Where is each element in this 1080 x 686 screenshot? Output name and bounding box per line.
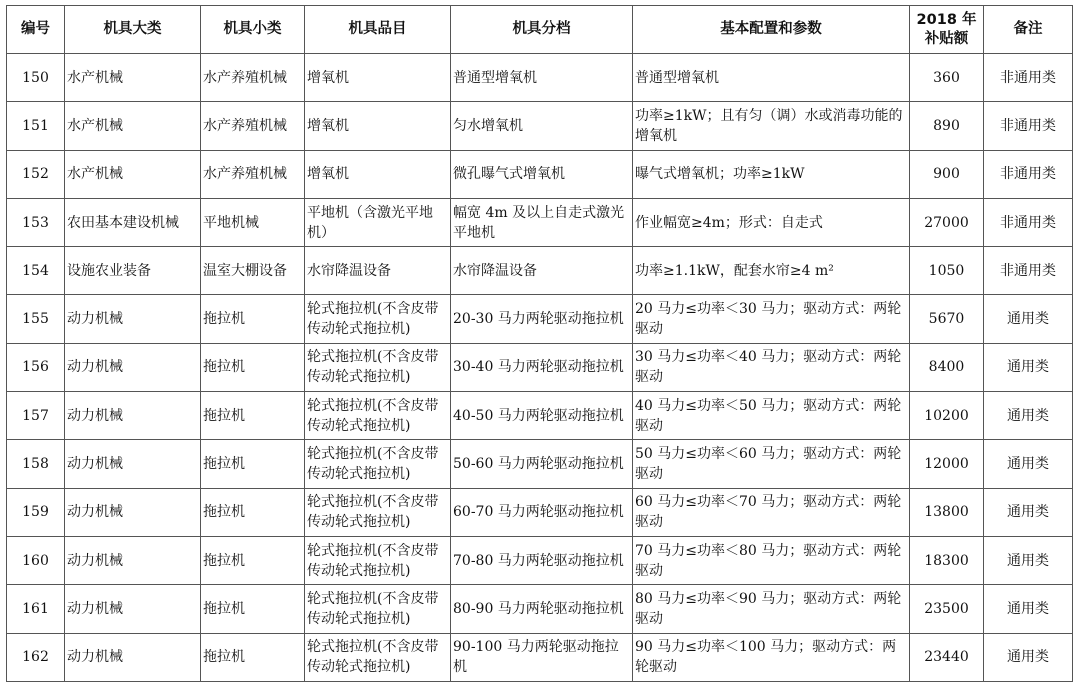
- table-row: [7, 295, 1073, 343]
- cell-major-category: 水产机械: [65, 150, 201, 198]
- cell-note: 非通用类: [984, 54, 1073, 102]
- cell-id: 160: [7, 536, 65, 584]
- header-major-category: 机具大类: [65, 6, 201, 54]
- cell-id: 154: [7, 247, 65, 295]
- cell-note: 通用类: [984, 392, 1073, 440]
- cell-item: 增氧机: [305, 54, 451, 102]
- cell-minor-category: 拖拉机: [201, 585, 305, 633]
- cell-spec: 80 马力≤功率＜90 马力；驱动方式：两轮驱动: [633, 585, 910, 633]
- cell-major-category: 动力机械: [65, 585, 201, 633]
- cell-minor-category: 拖拉机: [201, 295, 305, 343]
- cell-minor-category: 温室大棚设备: [201, 247, 305, 295]
- cell-tier: 70-80 马力两轮驱动拖拉机: [451, 536, 633, 584]
- cell-minor-category: 拖拉机: [201, 440, 305, 488]
- cell-subsidy: 8400: [910, 343, 984, 391]
- cell-minor-category: 水产养殖机械: [201, 150, 305, 198]
- cell-minor-category: 拖拉机: [201, 536, 305, 584]
- cell-minor-category: 拖拉机: [201, 392, 305, 440]
- cell-note: 通用类: [984, 343, 1073, 391]
- cell-note: 通用类: [984, 633, 1073, 681]
- cell-item: 平地机（含激光平地机）: [305, 198, 451, 246]
- cell-subsidy: 900: [910, 150, 984, 198]
- cell-subsidy: 360: [910, 54, 984, 102]
- cell-tier: 30-40 马力两轮驱动拖拉机: [451, 343, 633, 391]
- cell-spec: 40 马力≤功率＜50 马力；驱动方式：两轮驱动: [633, 392, 910, 440]
- cell-item: 轮式拖拉机(不含皮带传动轮式拖拉机): [305, 392, 451, 440]
- cell-note: 非通用类: [984, 198, 1073, 246]
- cell-item: 水帘降温设备: [305, 247, 451, 295]
- cell-spec: 功率≥1.1kW，配套水帘≥4 m²: [633, 247, 910, 295]
- cell-major-category: 水产机械: [65, 102, 201, 150]
- cell-major-category: 水产机械: [65, 54, 201, 102]
- cell-subsidy: 23500: [910, 585, 984, 633]
- table-row: [7, 536, 1073, 584]
- cell-tier: 水帘降温设备: [451, 247, 633, 295]
- table-row: [7, 440, 1073, 488]
- cell-major-category: 动力机械: [65, 295, 201, 343]
- header-id: 编号: [7, 6, 65, 54]
- cell-item: 轮式拖拉机(不含皮带传动轮式拖拉机): [305, 343, 451, 391]
- cell-tier: 幅宽 4m 及以上自走式激光平地机: [451, 198, 633, 246]
- cell-tier: 90-100 马力两轮驱动拖拉机: [451, 633, 633, 681]
- table-row: [7, 343, 1073, 391]
- cell-spec: 50 马力≤功率＜60 马力；驱动方式：两轮驱动: [633, 440, 910, 488]
- cell-tier: 匀水增氧机: [451, 102, 633, 150]
- table-row: [7, 54, 1073, 102]
- table-row: [7, 247, 1073, 295]
- cell-tier: 50-60 马力两轮驱动拖拉机: [451, 440, 633, 488]
- cell-minor-category: 拖拉机: [201, 488, 305, 536]
- cell-spec: 20 马力≤功率＜30 马力；驱动方式：两轮驱动: [633, 295, 910, 343]
- cell-minor-category: 水产养殖机械: [201, 54, 305, 102]
- cell-id: 162: [7, 633, 65, 681]
- cell-subsidy: 5670: [910, 295, 984, 343]
- cell-note: 非通用类: [984, 102, 1073, 150]
- cell-item: 增氧机: [305, 150, 451, 198]
- cell-spec: 60 马力≤功率＜70 马力；驱动方式：两轮驱动: [633, 488, 910, 536]
- cell-item: 轮式拖拉机(不含皮带传动轮式拖拉机): [305, 536, 451, 584]
- cell-minor-category: 拖拉机: [201, 633, 305, 681]
- cell-subsidy: 23440: [910, 633, 984, 681]
- cell-id: 157: [7, 392, 65, 440]
- cell-major-category: 动力机械: [65, 392, 201, 440]
- cell-minor-category: 拖拉机: [201, 343, 305, 391]
- cell-spec: 功率≥1kW；且有匀（调）水或消毒功能的增氧机: [633, 102, 910, 150]
- subsidy-table: [6, 5, 1073, 682]
- cell-item: 轮式拖拉机(不含皮带传动轮式拖拉机): [305, 488, 451, 536]
- cell-tier: 80-90 马力两轮驱动拖拉机: [451, 585, 633, 633]
- table-row: [7, 633, 1073, 681]
- cell-subsidy: 27000: [910, 198, 984, 246]
- header-note: 备注: [984, 6, 1073, 54]
- cell-note: 通用类: [984, 440, 1073, 488]
- cell-id: 151: [7, 102, 65, 150]
- cell-id: 150: [7, 54, 65, 102]
- cell-spec: 普通型增氧机: [633, 54, 910, 102]
- cell-tier: 普通型增氧机: [451, 54, 633, 102]
- cell-tier: 40-50 马力两轮驱动拖拉机: [451, 392, 633, 440]
- cell-major-category: 农田基本建设机械: [65, 198, 201, 246]
- cell-minor-category: 平地机械: [201, 198, 305, 246]
- cell-note: 非通用类: [984, 150, 1073, 198]
- cell-item: 轮式拖拉机(不含皮带传动轮式拖拉机): [305, 633, 451, 681]
- cell-subsidy: 13800: [910, 488, 984, 536]
- cell-major-category: 动力机械: [65, 343, 201, 391]
- header-minor-category: 机具小类: [201, 6, 305, 54]
- cell-id: 156: [7, 343, 65, 391]
- cell-id: 161: [7, 585, 65, 633]
- cell-subsidy: 12000: [910, 440, 984, 488]
- cell-tier: 60-70 马力两轮驱动拖拉机: [451, 488, 633, 536]
- cell-spec: 70 马力≤功率＜80 马力；驱动方式：两轮驱动: [633, 536, 910, 584]
- cell-subsidy: 1050: [910, 247, 984, 295]
- cell-note: 通用类: [984, 585, 1073, 633]
- cell-major-category: 动力机械: [65, 633, 201, 681]
- cell-note: 通用类: [984, 488, 1073, 536]
- cell-spec: 90 马力≤功率＜100 马力；驱动方式：两轮驱动: [633, 633, 910, 681]
- cell-item: 增氧机: [305, 102, 451, 150]
- header-tier: 机具分档: [451, 6, 633, 54]
- cell-subsidy: 18300: [910, 536, 984, 584]
- cell-minor-category: 水产养殖机械: [201, 102, 305, 150]
- cell-item: 轮式拖拉机(不含皮带传动轮式拖拉机): [305, 440, 451, 488]
- table-row: [7, 585, 1073, 633]
- cell-subsidy: 10200: [910, 392, 984, 440]
- cell-item: 轮式拖拉机(不含皮带传动轮式拖拉机): [305, 585, 451, 633]
- cell-id: 159: [7, 488, 65, 536]
- table-row: [7, 102, 1073, 150]
- table-row: [7, 488, 1073, 536]
- table-row: [7, 150, 1073, 198]
- table-row: [7, 198, 1073, 246]
- cell-spec: 曝气式增氧机；功率≥1kW: [633, 150, 910, 198]
- cell-major-category: 动力机械: [65, 488, 201, 536]
- cell-tier: 微孔曝气式增氧机: [451, 150, 633, 198]
- header-subsidy: 2018 年补贴额: [910, 6, 984, 54]
- cell-id: 155: [7, 295, 65, 343]
- cell-id: 153: [7, 198, 65, 246]
- table-row: [7, 392, 1073, 440]
- cell-major-category: 动力机械: [65, 536, 201, 584]
- header-spec: 基本配置和参数: [633, 6, 910, 54]
- cell-major-category: 动力机械: [65, 440, 201, 488]
- header-row: [7, 6, 1073, 54]
- cell-tier: 20-30 马力两轮驱动拖拉机: [451, 295, 633, 343]
- cell-note: 通用类: [984, 295, 1073, 343]
- cell-id: 158: [7, 440, 65, 488]
- cell-note: 非通用类: [984, 247, 1073, 295]
- cell-spec: 30 马力≤功率＜40 马力；驱动方式：两轮驱动: [633, 343, 910, 391]
- header-item: 机具品目: [305, 6, 451, 54]
- cell-spec: 作业幅宽≥4m；形式：自走式: [633, 198, 910, 246]
- cell-id: 152: [7, 150, 65, 198]
- cell-subsidy: 890: [910, 102, 984, 150]
- cell-item: 轮式拖拉机(不含皮带传动轮式拖拉机): [305, 295, 451, 343]
- cell-major-category: 设施农业装备: [65, 247, 201, 295]
- cell-note: 通用类: [984, 536, 1073, 584]
